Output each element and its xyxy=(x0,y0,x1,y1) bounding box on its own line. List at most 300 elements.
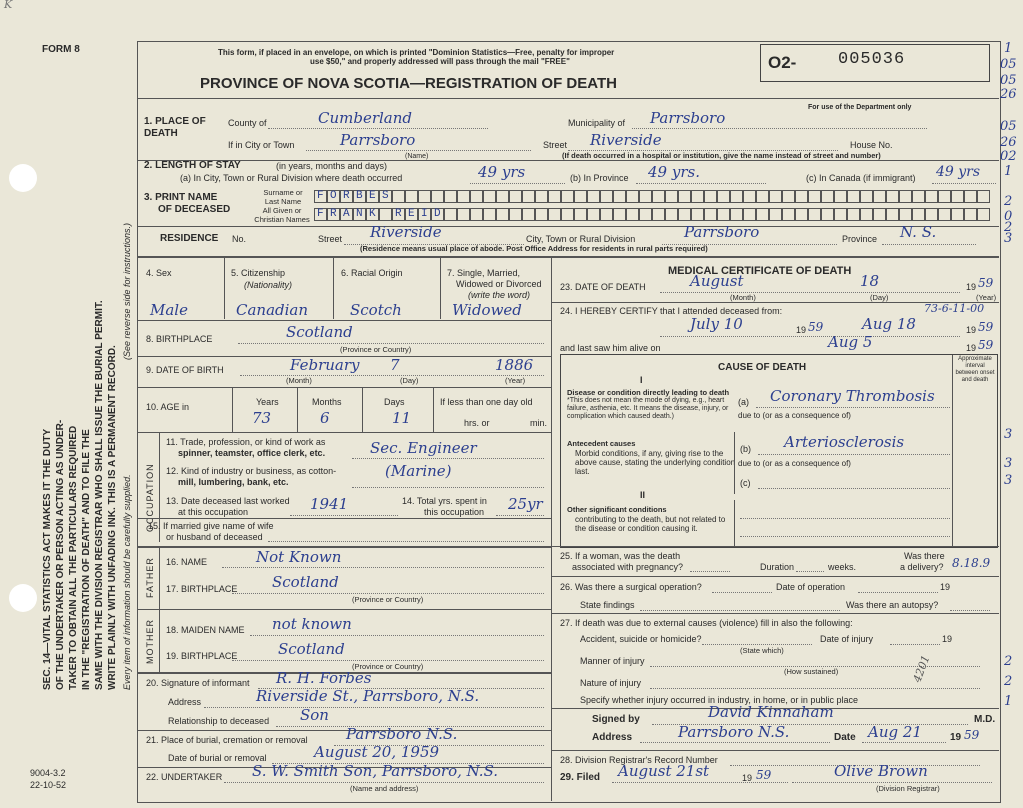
registrar-signature: Olive Brown xyxy=(834,762,928,780)
physician-signature: David Kinnaham xyxy=(708,703,834,721)
corner-mark: K xyxy=(4,0,13,11)
age-years-value: 73 xyxy=(252,409,272,427)
signed-year-value: 59 xyxy=(964,728,980,742)
letter-box xyxy=(808,208,821,221)
antecedent-note: Morbid conditions, if any, giving rise to the above cause, stating the underlying condition last. xyxy=(575,449,736,476)
autopsy-label: Was there an autopsy? xyxy=(846,600,939,610)
letter-box xyxy=(821,208,834,221)
undertaker-value: S. W. Smith Son, Parrsboro, N.S. xyxy=(252,762,499,780)
letter-box xyxy=(743,208,756,221)
margin-code: 02 xyxy=(1000,149,1017,164)
pregnancy-label-2: associated with pregnancy? xyxy=(572,562,684,572)
age-label: 10. AGE in xyxy=(146,402,190,412)
hours-label: hrs. or xyxy=(464,418,490,428)
form-code-2: 22-10-52 xyxy=(30,780,67,790)
letter-box xyxy=(795,208,808,221)
margin-code: 05 xyxy=(1000,57,1017,72)
attended-to-year-prefix: 19 xyxy=(966,325,977,335)
sex-label: 4. Sex xyxy=(146,268,172,278)
municipality-label: Municipality of xyxy=(568,118,626,128)
birthplace-label: 8. BIRTHPLACE xyxy=(146,334,213,344)
letter-box xyxy=(977,208,990,221)
letter-box xyxy=(912,208,925,221)
spouse-label-2: or husband of deceased xyxy=(166,532,263,542)
filed-year-prefix: 19 xyxy=(742,773,753,783)
letter-box xyxy=(925,190,938,203)
total-years-label-1: 14. Total yrs. spent in xyxy=(402,496,487,506)
birth-month-caption: (Month) xyxy=(286,376,312,385)
punch-hole-top xyxy=(9,164,37,192)
burial-place-value: Parrsboro N.S. xyxy=(346,725,458,743)
given-names-value: FRANK REID xyxy=(317,208,448,220)
margin-code: 2 xyxy=(1004,194,1013,209)
letter-box xyxy=(756,190,769,203)
death-street-value: Riverside xyxy=(590,131,662,149)
certify-label: 24. I HEREBY CERTIFY that I attended deceased from: xyxy=(560,306,783,316)
pregnancy-duration-label: Duration xyxy=(760,562,795,572)
last-saw-year-prefix: 19 xyxy=(966,343,977,353)
letter-box xyxy=(847,208,860,221)
burial-place-label: 21. Place of burial, cremation or removal xyxy=(146,735,308,745)
interval-header: Approximate interval between onset and death xyxy=(955,356,995,383)
letter-box xyxy=(457,190,470,203)
mother-birthplace-caption: (Province or Country) xyxy=(352,662,424,671)
margin-code: 26 xyxy=(1000,87,1017,102)
burial-date-label: Date of burial or removal xyxy=(168,753,267,763)
last-saw-value: Aug 5 xyxy=(828,333,873,351)
of-deceased-label: OF DECEASED xyxy=(158,204,231,215)
death-day-caption: (Day) xyxy=(870,293,889,302)
letter-box xyxy=(509,190,522,203)
birth-year-value: 1886 xyxy=(495,356,534,374)
delivery-label-2: a delivery? xyxy=(900,562,944,572)
informant-address-value: Riverside St., Parrsboro, N.S. xyxy=(256,687,480,705)
letter-box xyxy=(548,208,561,221)
city-town-label: If in City or Town xyxy=(228,140,295,150)
industry-value: (Marine) xyxy=(385,462,452,480)
death-street-label: Street xyxy=(543,140,568,150)
pregnancy-weeks-label: weeks. xyxy=(828,562,857,572)
letter-box xyxy=(769,208,782,221)
letter-box xyxy=(717,190,730,203)
letter-box xyxy=(704,190,717,203)
medical-certificate-title: MEDICAL CERTIFICATE OF DEATH xyxy=(668,265,852,277)
physician-address-label: Address xyxy=(592,732,633,743)
letter-box xyxy=(730,208,743,221)
racial-origin-value: Scotch xyxy=(350,301,402,319)
letter-box xyxy=(834,208,847,221)
registration-prefix: O2- xyxy=(768,53,797,72)
letter-box xyxy=(860,208,873,221)
minutes-label: min. xyxy=(530,418,548,428)
form-number: FORM 8 xyxy=(42,44,80,55)
residence-city-label: City, Town or Rural Division xyxy=(526,234,636,244)
death-year-caption: (Year) xyxy=(976,293,997,302)
margin-code: 0 xyxy=(1004,209,1013,224)
margin-stamp: 4201 xyxy=(910,653,933,685)
informant-address-label: Address xyxy=(168,697,202,707)
registrar-caption: (Division Registrar) xyxy=(876,784,940,793)
surgery-label: 26. Was there a surgical operation? xyxy=(560,582,702,592)
marital-label-3: (write the word) xyxy=(468,290,531,300)
letter-box xyxy=(769,190,782,203)
length-of-stay-label: 2. LENGTH OF STAY xyxy=(144,160,241,171)
death-year-prefix: 19 xyxy=(966,282,977,292)
letter-box xyxy=(821,190,834,203)
letter-box xyxy=(717,208,730,221)
informant-signature: R. H. Forbes xyxy=(276,669,372,687)
letter-box xyxy=(574,208,587,221)
letter-box xyxy=(938,190,951,203)
letter-box xyxy=(977,190,990,203)
certify-code: 73-6-11-00 xyxy=(924,302,985,315)
city-name-caption: (Name) xyxy=(405,153,429,160)
municipality-value: Parrsboro xyxy=(650,109,726,127)
stay-province-value: 49 yrs. xyxy=(648,163,700,181)
residence-note: (Residence means usual place of abode. Post Office Address for residents in rural parts required) xyxy=(360,244,708,253)
side-reverse-note: (See reverse side for instructions.) xyxy=(122,222,132,360)
given-names-label: All Given or Christian Names xyxy=(254,206,310,224)
county-value: Cumberland xyxy=(318,109,413,127)
last-saw-label: and last saw him alive on xyxy=(560,343,661,353)
informant-label: 20. Signature of informant xyxy=(146,678,250,688)
margin-code: 2 xyxy=(1004,674,1013,689)
signed-date-label: Date xyxy=(834,732,856,743)
injury-date-label: Date of injury xyxy=(820,634,874,644)
letter-box xyxy=(951,208,964,221)
letter-box xyxy=(652,190,665,203)
delivery-value: 8.18.9 xyxy=(952,556,991,570)
county-label: County of xyxy=(228,118,267,128)
signed-date-value: Aug 21 xyxy=(868,723,922,741)
father-birthplace-label: 17. BIRTHPLACE xyxy=(166,584,238,594)
attended-to-year: 59 xyxy=(978,320,994,334)
city-town-value: Parrsboro xyxy=(340,131,416,149)
envelope-note-1: This form, if placed in an envelope, on which is printed "Dominion Statistics—Free, penalty for improper xyxy=(218,48,615,57)
birth-month-value: February xyxy=(290,356,360,374)
stay-canada-label: (c) In Canada (if immigrant) xyxy=(806,173,916,183)
operation-date-label: Date of operation xyxy=(776,582,846,592)
letter-box xyxy=(678,208,691,221)
letter-box xyxy=(899,208,912,221)
letter-box xyxy=(470,208,483,221)
cause-b-value: Arteriosclerosis xyxy=(784,433,905,451)
side-line-5: SAME WITH THE DIVISION REGISTRAR WHO SHALL ISSUE THE BURIAL PERMIT. xyxy=(94,300,105,690)
form-code-1: 9004-3.2 xyxy=(30,768,66,778)
margin-code: 2 xyxy=(1004,220,1013,235)
total-years-label-2: this occupation xyxy=(424,507,485,517)
residence-street-label: Street xyxy=(318,234,343,244)
citizenship-label: 5. Citizenship xyxy=(231,268,286,278)
letter-box xyxy=(964,208,977,221)
death-year-value: 59 xyxy=(978,276,994,290)
attended-from-year: 59 xyxy=(808,320,824,334)
letter-box xyxy=(964,190,977,203)
mother-side-label: MOTHER xyxy=(145,619,155,664)
delivery-label-1: Was there xyxy=(904,551,945,561)
letter-box xyxy=(691,190,704,203)
cause-of-death-title: CAUSE OF DEATH xyxy=(718,362,807,373)
punch-hole-bottom xyxy=(9,584,37,612)
father-side-label: FATHER xyxy=(145,557,155,598)
letter-box xyxy=(886,208,899,221)
attended-to-value: Aug 18 xyxy=(862,315,916,333)
date-of-birth-label: 9. DATE OF BIRTH xyxy=(146,365,224,375)
cause-section-1: I xyxy=(640,375,643,385)
letter-box xyxy=(600,190,613,203)
letter-box xyxy=(470,190,483,203)
letter-box xyxy=(782,208,795,221)
margin-code: 3 xyxy=(1004,473,1013,488)
other-conditions-note: contributing to the death, but not related to the disease or condition causing it. xyxy=(575,515,726,533)
side-line-6: WRITE PLAINLY WITH UNFADING INK. THIS IS A PERMANENT RECORD. xyxy=(107,345,118,690)
injury-year-prefix: 19 xyxy=(942,634,953,644)
age-days-label: Days xyxy=(384,397,405,407)
death-month-value: August xyxy=(690,272,744,290)
print-name-label: 3. PRINT NAME xyxy=(144,192,218,203)
residence-no-label: No. xyxy=(232,234,247,244)
letter-box xyxy=(678,190,691,203)
birthplace-caption: (Province or Country) xyxy=(340,345,412,354)
marital-value: Widowed xyxy=(452,301,522,319)
letter-box xyxy=(431,190,444,203)
last-worked-label-1: 13. Date deceased last worked xyxy=(166,496,290,506)
house-number-label: House No. xyxy=(850,140,893,150)
letter-box xyxy=(782,190,795,203)
letter-box xyxy=(535,208,548,221)
surname-value: FORBES xyxy=(317,190,396,202)
residence-city-value: Parrsboro xyxy=(684,223,760,241)
margin-code: 05 xyxy=(1000,119,1017,134)
accident-label: Accident, suicide or homicide? xyxy=(580,634,702,644)
nature-label: Nature of injury xyxy=(580,678,642,688)
letter-box xyxy=(730,190,743,203)
undertaker-label: 22. UNDERTAKER xyxy=(146,772,223,782)
stay-province-label: (b) In Province xyxy=(570,173,629,183)
letter-box xyxy=(743,190,756,203)
margin-code: 1 xyxy=(1004,41,1013,56)
attended-from-year-prefix: 19 xyxy=(796,325,807,335)
age-months-label: Months xyxy=(312,397,342,407)
age-days-value: 11 xyxy=(392,409,412,427)
letter-box xyxy=(704,208,717,221)
relationship-value: Son xyxy=(300,706,329,724)
letter-box xyxy=(483,208,496,221)
letter-box xyxy=(574,190,587,203)
letter-box xyxy=(886,190,899,203)
due-to-b: due to (or as a consequence of) xyxy=(738,459,851,468)
sex-value: Male xyxy=(150,301,188,319)
letter-box xyxy=(535,190,548,203)
last-worked-label-2: at this occupation xyxy=(178,507,249,517)
marital-label-2: Widowed or Divorced xyxy=(456,279,542,289)
letter-box xyxy=(860,190,873,203)
father-birthplace-value: Scotland xyxy=(272,573,339,591)
stay-canada-value: 49 yrs xyxy=(936,164,981,180)
margin-code: 3 xyxy=(1004,427,1013,442)
margin-code: 26 xyxy=(1000,135,1017,150)
manner-label: Manner of injury xyxy=(580,656,645,666)
surname-label: Surname or Last Name xyxy=(263,188,303,206)
operation-year-prefix: 19 xyxy=(940,582,951,592)
trade-label-2: spinner, teamster, office clerk, etc. xyxy=(178,448,326,458)
death-day-value: 18 xyxy=(860,272,880,290)
cause-c-label: (c) xyxy=(740,478,751,488)
father-name-value: Not Known xyxy=(256,548,342,566)
occupation-side-label: OCCUPATION xyxy=(145,463,155,532)
total-years-value: 25yr xyxy=(508,495,543,513)
letter-box xyxy=(808,190,821,203)
letter-box xyxy=(561,190,574,203)
letter-box xyxy=(496,208,509,221)
signed-by-label: Signed by xyxy=(592,714,640,725)
letter-box xyxy=(951,190,964,203)
margin-code: 2 xyxy=(1004,654,1013,669)
letter-box xyxy=(626,190,639,203)
trade-label-1: 11. Trade, profession, or kind of work as xyxy=(166,437,326,447)
letter-box xyxy=(613,190,626,203)
how-sustained-caption: (How sustained) xyxy=(784,667,839,676)
undertaker-caption: (Name and address) xyxy=(350,784,419,793)
length-of-stay-sub: (in years, months and days) xyxy=(276,161,388,171)
mother-maiden-label: 18. MAIDEN NAME xyxy=(166,625,245,635)
hospital-note: (If death occurred in a hospital or institution, give the name instead of street and number) xyxy=(562,151,881,160)
margin-code: 1 xyxy=(1004,694,1013,709)
residence-province-value: N. S. xyxy=(900,223,937,241)
margin-code: 3 xyxy=(1004,231,1013,246)
letter-box xyxy=(405,190,418,203)
mother-birthplace-label: 19. BIRTHPLACE xyxy=(166,651,238,661)
margin-code: 3 xyxy=(1004,456,1013,471)
side-line-4: IN THE "REGISTRATION OF DEATH" AND TO FILE THE xyxy=(81,429,92,690)
letter-box xyxy=(639,190,652,203)
letter-box xyxy=(873,190,886,203)
pregnancy-label-1: 25. If a woman, was the death xyxy=(560,551,681,561)
due-to-a: due to (or as a consequence of) xyxy=(738,411,851,420)
letter-box xyxy=(496,190,509,203)
letter-box xyxy=(938,208,951,221)
letter-box xyxy=(587,190,600,203)
birth-day-value: 7 xyxy=(390,356,400,374)
relationship-label: Relationship to deceased xyxy=(168,716,270,726)
letter-box xyxy=(613,208,626,221)
birthplace-value: Scotland xyxy=(286,323,353,341)
stay-city-label: (a) In City, Town or Rural Division where death occurred xyxy=(180,173,403,183)
letter-box xyxy=(509,208,522,221)
letter-box xyxy=(665,208,678,221)
side-line-1: SEC. 14—VITAL STATISTICS ACT MAKES IT THE DUTY xyxy=(42,428,53,690)
birth-year-caption: (Year) xyxy=(505,376,526,385)
letter-box xyxy=(418,190,431,203)
mother-birthplace-value: Scotland xyxy=(278,640,345,658)
findings-label: State findings xyxy=(580,600,635,610)
industry-label-2: mill, lumbering, bank, etc. xyxy=(178,477,289,487)
letter-box xyxy=(548,190,561,203)
less-than-day-label: If less than one day old xyxy=(440,397,533,407)
side-bottom-note: Every item of information should be carefully supplied. xyxy=(122,474,132,690)
signed-year-prefix: 19 xyxy=(950,732,962,743)
father-birthplace-caption: (Province or Country) xyxy=(352,595,424,604)
letter-box xyxy=(444,190,457,203)
md-label: M.D. xyxy=(974,714,996,725)
cause-a-value: Coronary Thrombosis xyxy=(770,387,935,405)
industry-label-1: 12. Kind of industry or business, as cotton- xyxy=(166,466,337,476)
letter-box xyxy=(600,208,613,221)
trade-value: Sec. Engineer xyxy=(370,439,477,457)
birth-day-caption: (Day) xyxy=(400,376,419,385)
margin-code: 1 xyxy=(1004,164,1013,179)
letter-box xyxy=(561,208,574,221)
date-of-death-label: 23. DATE OF DEATH xyxy=(560,282,646,292)
letter-box xyxy=(626,208,639,221)
cause-section-2: II xyxy=(640,490,646,500)
side-line-2: OF THE UNDERTAKER OR PERSON ACTING AS UNDER- xyxy=(55,419,66,690)
specify-injury-label: Specify whether injury occurred in industry, in home, or in public place xyxy=(580,695,858,705)
place-of-death-label: 1. PLACE OF DEATH xyxy=(144,116,206,139)
envelope-note-2: use $50," and properly addressed will pass through the mail "FREE" xyxy=(310,57,570,66)
other-conditions-label: Other significant conditions xyxy=(567,505,667,514)
registration-number: 005036 xyxy=(838,50,906,69)
disease-label: Disease or condition directly leading to death xyxy=(567,388,730,397)
last-worked-value: 1941 xyxy=(310,495,349,513)
letter-box xyxy=(834,190,847,203)
residence-street-value: Riverside xyxy=(370,223,442,241)
letter-box xyxy=(652,208,665,221)
cause-a-label: (a) xyxy=(738,397,749,407)
letter-box xyxy=(587,208,600,221)
letter-box xyxy=(912,190,925,203)
external-causes-label: 27. If death was due to external causes (violence) fill in also the following: xyxy=(560,618,853,628)
letter-box xyxy=(691,208,704,221)
letter-box xyxy=(925,208,938,221)
registrar-record-label: 28. Division Registrar's Record Number xyxy=(560,755,718,765)
letter-box xyxy=(522,190,535,203)
age-months-value: 6 xyxy=(320,409,330,427)
department-use-note: For use of the Department only xyxy=(808,104,912,111)
marital-label-1: 7. Single, Married, xyxy=(447,268,521,278)
form-title: PROVINCE OF NOVA SCOTIA—REGISTRATION OF DEATH xyxy=(200,75,617,92)
burial-date-value: August 20, 1959 xyxy=(314,743,440,761)
letter-box xyxy=(457,208,470,221)
margin-code: 05 xyxy=(1000,73,1017,88)
age-years-label: Years xyxy=(256,397,279,407)
letter-box xyxy=(639,208,652,221)
physician-address-value: Parrsboro N.S. xyxy=(678,723,790,741)
attended-from-value: July 10 xyxy=(690,315,743,333)
citizenship-sub: (Nationality) xyxy=(244,280,293,290)
residence-province-label: Province xyxy=(842,234,878,244)
racial-origin-label: 6. Racial Origin xyxy=(341,268,403,278)
state-which-caption: (State which) xyxy=(740,646,784,655)
letter-box xyxy=(847,190,860,203)
filed-date-value: August 21st xyxy=(618,762,710,780)
letter-box xyxy=(795,190,808,203)
antecedent-label: Antecedent causes xyxy=(567,439,636,448)
letter-box xyxy=(873,208,886,221)
disease-note: *This does not mean the mode of dying, e.g., heart failure, asthenia, etc. It means the disease, injury, or complication which caused death.) xyxy=(567,397,729,420)
letter-box xyxy=(756,208,769,221)
letter-box xyxy=(483,190,496,203)
side-line-3: TAKER TO OBTAIN ALL THE PARTICULARS REQUIRED xyxy=(68,425,79,690)
citizenship-value: Canadian xyxy=(236,301,309,319)
letter-box xyxy=(522,208,535,221)
letter-box xyxy=(665,190,678,203)
death-month-caption: (Month) xyxy=(730,293,756,302)
last-saw-year: 59 xyxy=(978,338,994,352)
stay-city-value: 49 yrs xyxy=(478,163,526,181)
spouse-label-1: 15. If married give name of wife xyxy=(148,521,274,531)
filed-year-value: 59 xyxy=(756,768,772,782)
